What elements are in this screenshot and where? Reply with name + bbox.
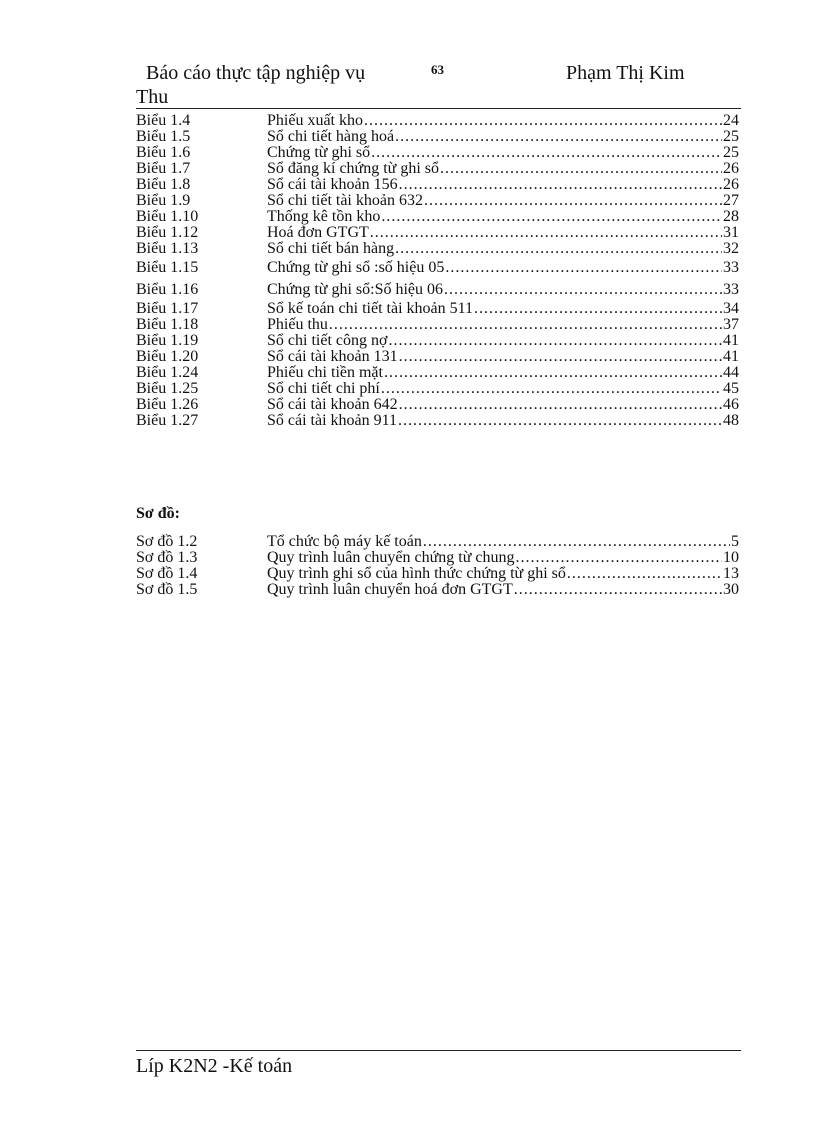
dot-leader (398, 413, 722, 429)
entry-line (267, 145, 739, 161)
entry-title: Sổ cái tài khoản 642 (267, 396, 398, 413)
entry-number: Biểu 1.20 (136, 348, 199, 365)
toc-entry (136, 225, 739, 241)
dot-leader (440, 161, 722, 177)
entry-number: Sơ đồ 1.5 (136, 581, 198, 598)
dot-leader (388, 333, 722, 349)
toc-entry (136, 301, 739, 317)
entry-title: Sổ chi tiết chi phí (267, 380, 380, 397)
toc-entry (136, 534, 739, 550)
entry-page: 10 (723, 549, 739, 566)
entry-line (267, 333, 739, 349)
entry-title: Phiếu xuất kho (267, 112, 363, 129)
entry-page: 5 (731, 533, 739, 550)
entry-title: Sổ chi tiết bán hàng (267, 240, 395, 257)
dot-leader (371, 145, 722, 161)
entry-line (267, 365, 739, 381)
entry-number: Biểu 1.6 (136, 144, 191, 161)
dot-leader (399, 397, 722, 413)
entry-line (267, 317, 739, 333)
dot-leader (423, 534, 730, 550)
entry-page: 41 (723, 332, 739, 349)
entry-page: 30 (723, 581, 739, 598)
dot-leader (370, 225, 722, 241)
toc-entry (136, 161, 739, 177)
dot-leader (445, 257, 722, 279)
toc-entry (136, 241, 739, 257)
dot-leader (424, 193, 722, 209)
entry-line (267, 257, 739, 279)
dot-leader (381, 209, 722, 225)
entry-number: Biểu 1.19 (136, 332, 199, 349)
entry-line (267, 413, 739, 429)
dot-leader (384, 365, 722, 381)
entry-number: Biểu 1.13 (136, 240, 199, 257)
entry-line (267, 550, 739, 566)
entry-line (267, 129, 739, 145)
toc-entry (136, 279, 739, 301)
entry-title: Quy trình luân chuyển chứng từ chung (267, 549, 515, 566)
toc-entry (136, 317, 739, 333)
entry-page: 26 (723, 176, 739, 193)
toc-entry (136, 177, 739, 193)
toc-entry (136, 209, 739, 225)
toc-entry (136, 349, 739, 365)
author-name: Phạm Thị Kim (566, 62, 685, 84)
dot-leader (516, 550, 722, 566)
page-footer: Líp K2N2 -Kế toán (136, 1055, 293, 1077)
toc-entry (136, 257, 739, 279)
toc-entry (136, 413, 739, 429)
entry-line (267, 381, 739, 397)
entry-number: Biểu 1.17 (136, 300, 199, 317)
toc-entry (136, 365, 739, 381)
sodo-section-title: Sơ đồ: (136, 505, 180, 522)
toc-entry (136, 129, 739, 145)
entry-number: Biểu 1.24 (136, 364, 199, 381)
entry-title: Phiếu thu (267, 316, 328, 333)
entry-title: Quy trình ghi sổ của hình thức chứng từ ghi sổ (267, 565, 566, 582)
entry-title: Chứng từ ghi sổ (267, 144, 371, 161)
entry-page: 13 (723, 565, 739, 582)
entry-number: Biểu 1.8 (136, 176, 191, 193)
author-name-continued: Thu (136, 86, 169, 108)
dot-leader (567, 566, 722, 582)
dot-leader (444, 279, 722, 301)
toc-entry (136, 381, 739, 397)
entry-page: 32 (723, 240, 739, 257)
entry-page: 33 (723, 281, 739, 298)
entry-number: Biểu 1.4 (136, 112, 191, 129)
dot-leader (514, 582, 722, 598)
dot-leader (399, 177, 722, 193)
entry-number: Biểu 1.15 (136, 259, 199, 276)
entry-number: Biểu 1.10 (136, 208, 199, 225)
entry-number: Sơ đồ 1.3 (136, 549, 198, 566)
sodo-list (136, 534, 739, 598)
entry-line (267, 279, 739, 301)
entry-line (267, 534, 739, 550)
entry-page: 46 (723, 396, 739, 413)
entry-line (267, 209, 739, 225)
entry-title: Phiếu chi tiền mặt (267, 364, 383, 381)
entry-page: 25 (723, 144, 739, 161)
dot-leader (395, 241, 722, 257)
entry-line (267, 582, 739, 598)
entry-line (267, 397, 739, 413)
entry-page: 45 (723, 380, 739, 397)
entry-number: Biểu 1.27 (136, 412, 199, 429)
entry-line (267, 349, 739, 365)
entry-number: Biểu 1.26 (136, 396, 199, 413)
entry-title: Tổ chức bộ máy kế toán (267, 533, 422, 550)
toc-entry (136, 566, 739, 582)
entry-title: Sổ chi tiết công nợ (267, 332, 388, 349)
entry-title: Chứng từ ghi sổ :số hiệu 05 (267, 259, 445, 276)
bieu-list (136, 113, 739, 429)
page-header (136, 60, 741, 110)
page-number: 63 (431, 62, 444, 77)
entry-line (267, 225, 739, 241)
entry-page: 24 (723, 112, 739, 129)
entry-number: Sơ đồ 1.4 (136, 565, 198, 582)
entry-title: Sổ cái tài khoản 911 (267, 412, 398, 429)
entry-line (267, 566, 739, 582)
entry-number: Biểu 1.25 (136, 380, 199, 397)
entry-number: Biểu 1.9 (136, 192, 191, 209)
entry-title: Sổ chi tiết tài khoản 632 (267, 192, 423, 209)
header-divider (136, 108, 741, 109)
entry-title: Sổ đăng kí chứng từ ghi sổ (267, 160, 440, 177)
entry-page: 37 (723, 316, 739, 333)
entry-page: 25 (723, 128, 739, 145)
toc-entry (136, 582, 739, 598)
entry-title: Chứng từ ghi sổ:Số hiệu 06 (267, 281, 444, 298)
entry-page: 33 (723, 259, 739, 276)
dot-leader (395, 129, 722, 145)
entry-page: 48 (723, 412, 739, 429)
entry-page: 31 (723, 224, 739, 241)
toc-entry (136, 113, 739, 129)
entry-number: Biểu 1.5 (136, 128, 191, 145)
entry-title: Thống kê tồn kho (267, 208, 381, 225)
entry-title: Sổ cái tài khoản 131 (267, 348, 398, 365)
entry-title: Sổ cái tài khoản 156 (267, 176, 398, 193)
dot-leader (364, 113, 722, 129)
toc-entry (136, 550, 739, 566)
entry-number: Biểu 1.12 (136, 224, 199, 241)
entry-page: 44 (723, 364, 739, 381)
entry-page: 26 (723, 160, 739, 177)
entry-page: 28 (723, 208, 739, 225)
entry-title: Hoá đơn GTGT (267, 224, 369, 241)
entry-page: 41 (723, 348, 739, 365)
entry-page: 34 (723, 300, 739, 317)
dot-leader (381, 381, 722, 397)
toc-entry (136, 397, 739, 413)
entry-line (267, 301, 739, 317)
toc-entry (136, 193, 739, 209)
footer-divider (136, 1050, 741, 1051)
toc-entry (136, 333, 739, 349)
entry-title: Sổ chi tiết hàng hoá (267, 128, 395, 145)
entry-line (267, 161, 739, 177)
report-title: Báo cáo thực tập nghiệp vụ (146, 62, 366, 84)
entry-line (267, 241, 739, 257)
dot-leader (399, 349, 722, 365)
entry-line (267, 177, 739, 193)
entry-line (267, 193, 739, 209)
entry-line (267, 113, 739, 129)
entry-page: 27 (723, 192, 739, 209)
entry-number: Biểu 1.16 (136, 281, 199, 298)
entry-number: Biểu 1.7 (136, 160, 191, 177)
dot-leader (329, 317, 722, 333)
toc-entry (136, 145, 739, 161)
entry-title: Quy trình luân chuyển hoá đơn GTGT (267, 581, 513, 598)
dot-leader (474, 301, 722, 317)
entry-title: Sổ kế toán chi tiết tài khoản 511 (267, 300, 474, 317)
entry-number: Biểu 1.18 (136, 316, 199, 333)
entry-number: Sơ đồ 1.2 (136, 533, 198, 550)
